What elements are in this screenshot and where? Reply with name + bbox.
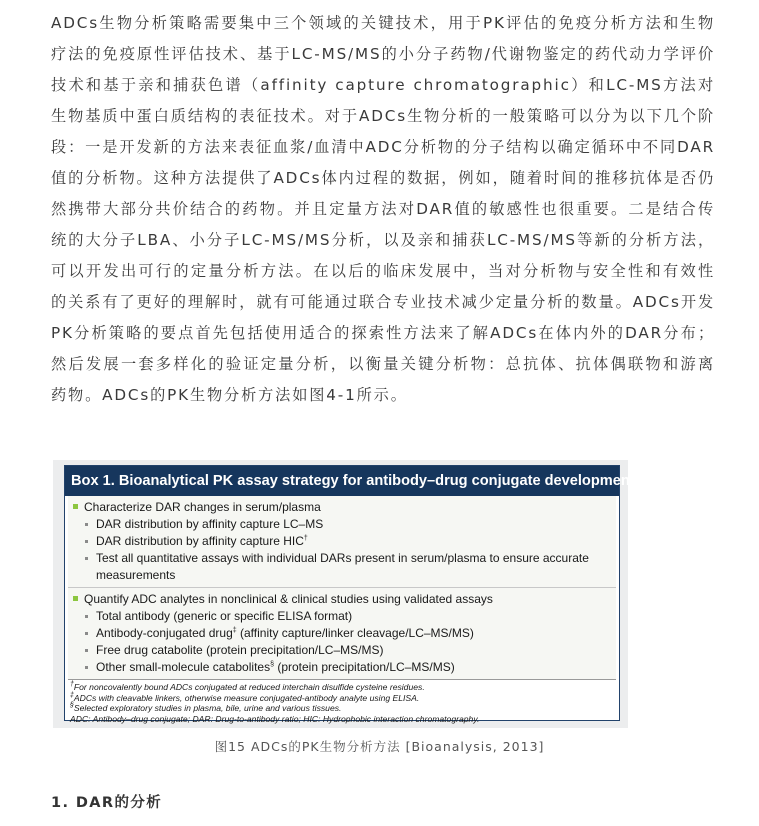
list-item-text: Test all quantitative assays with individual DARs present in serum/plasma to ensure accurate	[96, 551, 589, 565]
footnote-text: ADC: Antibody–drug conjugate; DAR: Drug-to-antibody ratio; HIC: Hydrophobic interaction chromatography.	[70, 713, 480, 724]
list-item	[68, 625, 616, 642]
section-heading-dar-analysis: 1. DAR的分析	[51, 795, 163, 811]
box-footnotes	[68, 682, 616, 724]
square-bullet-icon	[85, 540, 88, 543]
section-quantify-analytes	[68, 588, 616, 680]
list-item-continuation	[68, 567, 616, 584]
list-item-text-tail: (affinity capture/linker cleavage/LC–MS/MS)	[236, 626, 474, 640]
footnote-text: For noncovalently bound ADCs conjugated at reduced interchain disulfide cysteine residues.	[73, 682, 425, 692]
footnote-marker: ‡	[232, 627, 237, 634]
list-item	[68, 608, 616, 625]
list-item-text: DAR distribution by affinity capture HIC	[96, 534, 304, 548]
list-item	[68, 550, 616, 567]
list-item	[68, 516, 616, 533]
list-item	[68, 659, 616, 676]
footnote-marker: ‡	[70, 691, 74, 699]
list-item	[68, 533, 616, 550]
square-bullet-icon	[85, 649, 88, 652]
figure-box-1	[53, 460, 639, 728]
section-heading-text: Characterize DAR changes in serum/plasma	[84, 500, 321, 514]
list-item-text: Total antibody (generic or specific ELISA format)	[96, 609, 353, 623]
list-item-text: Free drug catabolite (protein precipitation/LC–MS/MS)	[96, 643, 384, 657]
footnote-marker: §	[270, 661, 274, 668]
article-body	[51, 8, 715, 411]
list-item-text: Other small-molecule catabolites	[96, 660, 271, 674]
list-item-text: DAR distribution by affinity capture LC–MS	[96, 517, 324, 531]
footnote-marker: §	[70, 702, 74, 710]
list-item-text-tail: (protein precipitation/LC–MS/MS)	[273, 660, 455, 674]
footnote	[68, 703, 616, 714]
footnote-text: ADCs with cleavable linkers, otherwise measure conjugated-antibody analyte using ELISA.	[73, 692, 420, 703]
section-heading	[68, 591, 616, 608]
square-bullet-icon	[85, 632, 88, 635]
square-bullet-icon	[85, 523, 88, 526]
footnote-text: Selected exploratory studies in plasma, bile, urine and various tissues.	[73, 703, 342, 713]
box-title: Box 1. Bioanalytical PK assay strategy for antibody–drug conjugate development.	[65, 466, 619, 496]
green-square-bullet-icon	[73, 596, 78, 601]
assay-strategy-box	[64, 465, 639, 724]
section-characterize-dar	[68, 496, 616, 588]
list-item-text: Antibody-conjugated drug	[96, 626, 233, 640]
square-bullet-icon	[85, 615, 88, 618]
figure-caption: 图15 ADCs的PK生物分析方法 [Bioanalysis, 2013]	[214, 739, 545, 754]
green-square-bullet-icon	[73, 504, 78, 509]
section-heading-text: Quantify ADC analytes in nonclinical & clinical studies using validated assays	[84, 592, 493, 606]
list-item-text: measurements	[96, 568, 176, 582]
list-item	[68, 642, 616, 659]
square-bullet-icon	[85, 557, 88, 560]
body-paragraph: ADCs生物分析策略需要集中三个领域的关键技术，用于PK评估的免疫分析方法和生物疗法的免疫原性评估技术、基于LC-MS/MS的小分子药物/代谢物鉴定的药代动力学评价技术和基于亲和捕获色谱（affinity capture chromatographic）和LC-MS方法对生物基质中蛋白质结构的表征技术。对于ADCs生物分析的一般策略可以分为以下几个阶段：一是开发新的方法来表征血浆/血清中ADC分析物的分子结构以确定循环中不同DAR值的分析物。这种方法提供了ADCs体内过程的数据，例如，随着时间的推移抗体是否仍然携带大部分共价结合的药物。并且定量方法对DAR值的敏感性也很重要。二是结合传统的大分子LBA、小分子LC-MS/MS分析，以及亲和捕获LC-MS/MS等新的分析方法，可以开发出可行的定量分析方法。在以后的临床发展中，当对分析物与安全性和有效性的关系有了更好的理解时，就有可能通过联合专业技术减少定量分析的数量。ADCs开发PK分析策略的要点首先包括使用适合的探索性方法来了解ADCs在体内外的DAR分布；然后发展一套多样化的验证定量分析，以衡量关键分析物：总抗体、抗体偶联物和游离药物。ADCs的PK生物分析方法如图4-1所示。	[51, 14, 715, 404]
square-bullet-icon	[85, 666, 88, 669]
footnote-marker: †	[70, 681, 74, 689]
footnote-marker: †	[303, 535, 308, 542]
section-heading	[68, 499, 616, 516]
footnote	[68, 693, 616, 704]
footnote	[68, 682, 616, 693]
footnote-abbreviations	[68, 714, 616, 725]
